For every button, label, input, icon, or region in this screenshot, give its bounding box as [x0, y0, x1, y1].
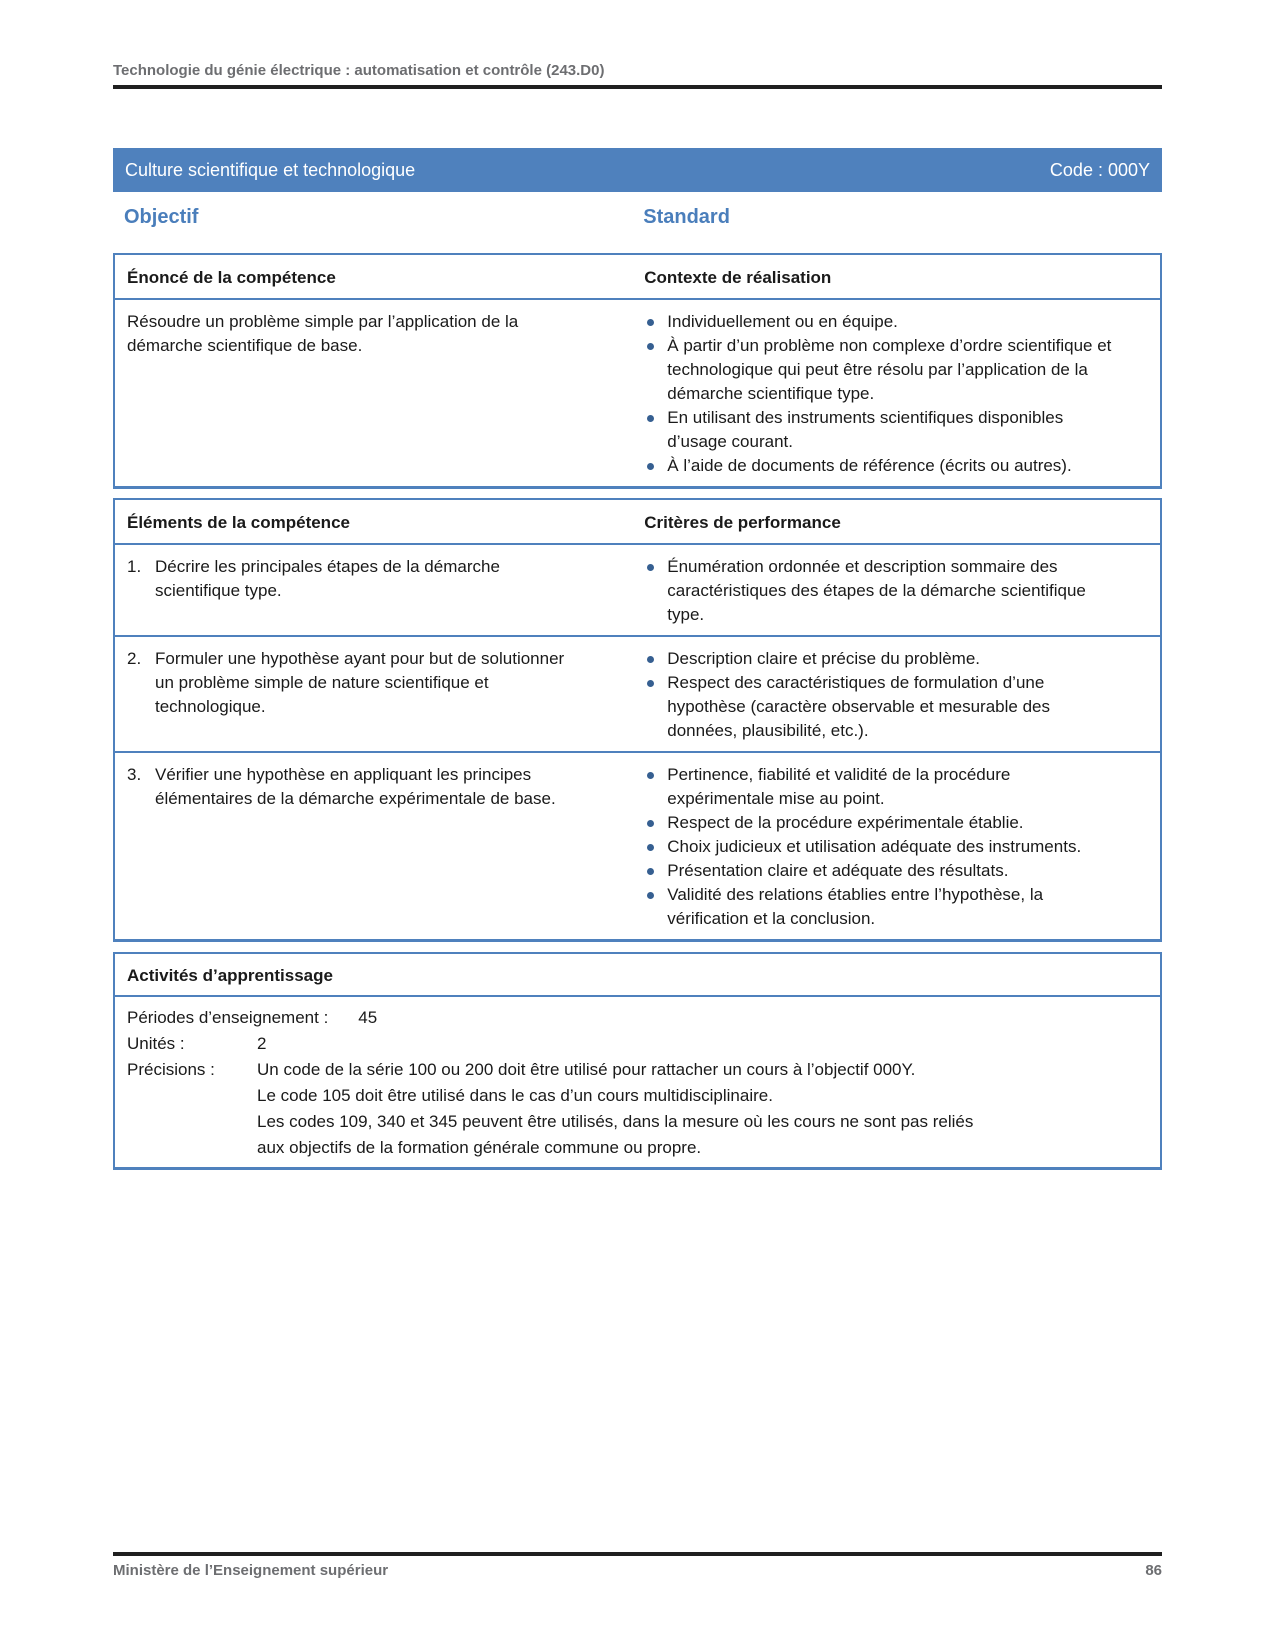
bullet-item — [642, 671, 1112, 743]
bullet-icon — [647, 868, 654, 875]
bullet-item — [642, 334, 1112, 406]
precision-line: aux objectifs de la formation générale commune ou propre. — [257, 1138, 702, 1157]
page-number: 86 — [1145, 1562, 1162, 1579]
enonce-header: Énoncé de la compétence — [127, 268, 336, 287]
bullet-text: Description claire et précise du problème. — [667, 649, 981, 668]
bullet-icon — [647, 892, 654, 899]
bullet-text: Choix judicieux et utilisation adéquate des instruments. — [667, 837, 1082, 856]
bullet-item — [642, 859, 1112, 883]
criteria-bullet-list — [642, 763, 1112, 931]
objectif-heading: Objectif — [124, 206, 199, 228]
bullet-item — [642, 763, 1112, 811]
criteria-bullet-list — [642, 647, 1112, 743]
bullet-text: Validité des relations établies entre l’hypothèse, la vérification et la conclusion. — [667, 885, 1044, 928]
competence-table — [113, 253, 1162, 489]
contexte-cell — [632, 300, 1160, 486]
precisions-label: Précisions : — [127, 1060, 215, 1079]
item-number: 3. — [127, 765, 142, 784]
bullet-icon — [647, 343, 654, 350]
periods-label: Périodes d’enseignement : — [127, 1008, 329, 1027]
running-header-title: Technologie du génie électrique : automatisation et contrôle (243.D0) — [113, 62, 605, 79]
bullet-icon — [647, 463, 654, 470]
criteria-bullet-list — [642, 555, 1112, 627]
bullet-item — [642, 406, 1112, 454]
contexte-header: Contexte de réalisation — [644, 268, 832, 287]
numbered-item — [127, 647, 568, 719]
criteria-cell — [632, 753, 1160, 939]
precision-line: Les codes 109, 340 et 345 peuvent être utilisés, dans la mesure où les cours ne sont pas reliés — [257, 1112, 974, 1131]
precision-line: Un code de la série 100 ou 200 doit être utilisé pour rattacher un cours à l’objectif 000Y. — [257, 1060, 916, 1079]
item-number: 2. — [127, 649, 142, 668]
competence-table-row — [115, 300, 1160, 486]
bullet-icon — [647, 680, 654, 687]
element-cell — [115, 545, 632, 635]
bullet-icon — [647, 415, 654, 422]
numbered-item — [127, 763, 568, 811]
activities-body — [115, 997, 1160, 1167]
criteria-cell — [632, 545, 1160, 635]
activities-panel — [113, 952, 1162, 1170]
bullet-text: À partir d’un problème non complexe d’ordre scientifique et technologique qui peut être résolu par l’application de la démarche scientifique type. — [667, 336, 1112, 403]
competency-banner — [113, 148, 1162, 192]
competency-code: Code : 000Y — [1049, 159, 1150, 180]
units-label: Unités : — [127, 1034, 185, 1053]
elements-header: Éléments de la compétence — [127, 513, 350, 532]
bullet-item — [642, 647, 1112, 671]
precision-line: Le code 105 doit être utilisé dans le cas d’un cours multidisciplinaire. — [257, 1086, 773, 1105]
item-number: 1. — [127, 557, 142, 576]
bullet-item — [642, 835, 1112, 859]
periods-line — [127, 1005, 1148, 1031]
bullet-icon — [647, 820, 654, 827]
bullet-icon — [647, 656, 654, 663]
element-cell — [115, 637, 632, 751]
element-row-1 — [115, 545, 1160, 635]
running-header — [113, 62, 1162, 89]
bullet-item — [642, 555, 1112, 627]
element-text: Décrire les principales étapes de la démarche scientifique type. — [155, 557, 500, 600]
bullet-item — [642, 310, 1112, 334]
bullet-text: À l’aide de documents de référence (écrits ou autres). — [667, 456, 1072, 475]
activities-title: Activités d’apprentissage — [115, 954, 1160, 997]
element-cell — [115, 753, 632, 939]
bullet-icon — [647, 319, 654, 326]
bullet-text: Pertinence, fiabilité et validité de la procédure expérimentale mise au point. — [667, 765, 1011, 808]
ministry-name: Ministère de l’Enseignement supérieur — [113, 1562, 389, 1579]
bullet-icon — [647, 772, 654, 779]
bullet-text: Individuellement ou en équipe. — [667, 312, 898, 331]
element-text: Vérifier une hypothèse en appliquant les principes élémentaires de la démarche expérimentale de base. — [155, 765, 556, 808]
element-row-3 — [115, 751, 1160, 939]
bullet-icon — [647, 844, 654, 851]
bullet-text: Énumération ordonnée et description sommaire des caractéristiques des étapes de la démarche scientifique type. — [667, 557, 1086, 624]
units-value: 2 — [257, 1034, 267, 1053]
elements-table-header — [115, 500, 1160, 545]
bullet-item — [642, 883, 1112, 931]
bullet-text: Respect des caractéristiques de formulation d’une hypothèse (caractère observable et mesurable des données, plausibilité, etc.). — [667, 673, 1050, 740]
criteria-cell — [632, 637, 1160, 751]
periods-value: 45 — [358, 1008, 378, 1027]
competence-statement: Résoudre un problème simple par l’application de la démarche scientifique de base. — [127, 312, 519, 355]
bullet-icon — [647, 564, 654, 571]
page-footer — [113, 1552, 1162, 1579]
competency-title: Culture scientifique et technologique — [125, 159, 416, 180]
numbered-item — [127, 555, 568, 603]
units-line — [127, 1031, 1148, 1057]
contexte-bullet-list — [642, 310, 1112, 478]
bullet-text: Respect de la procédure expérimentale établie. — [667, 813, 1024, 832]
bullet-item — [642, 811, 1112, 835]
precisions-line — [127, 1057, 1148, 1161]
section-headings — [113, 206, 1162, 229]
bullet-item — [642, 454, 1112, 478]
criteres-header: Critères de performance — [644, 513, 841, 532]
bullet-text: Présentation claire et adéquate des résultats. — [667, 861, 1009, 880]
bullet-text: En utilisant des instruments scientifiques disponibles d’usage courant. — [667, 408, 1064, 451]
precisions-text — [257, 1057, 1148, 1161]
element-text: Formuler une hypothèse ayant pour but de solutionner un problème simple de nature scientifique et technologique. — [155, 649, 565, 716]
standard-heading: Standard — [643, 206, 730, 228]
elements-table — [113, 498, 1162, 942]
element-row-2 — [115, 635, 1160, 751]
competence-table-header — [115, 255, 1160, 300]
